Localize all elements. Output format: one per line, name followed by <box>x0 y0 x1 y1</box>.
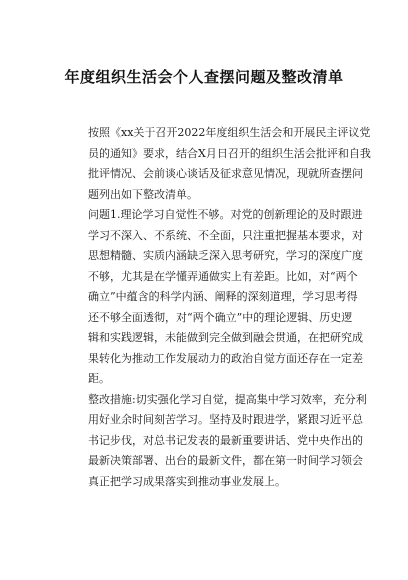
body-line: 员的通知》要求，结合X月日召开的组织生活会批评和自我 <box>88 146 371 160</box>
body-line: 思想精髓、实质内涵缺乏深入思考研究，学习的深度广度 <box>88 249 363 262</box>
body-line: 按照《xx关于召开2022年度组织生活会和开展民主评议党 <box>88 126 371 139</box>
body-line: 果转化为推动工作发展动力的政治自觉方面还存在一定差 <box>88 351 363 365</box>
body-line: 最新决策部署、出台的最新文件，都在第一时间学习领会 <box>88 454 363 467</box>
body-line: 用好业余时间刻苦学习。坚持及时跟进学，紧跟习近平总 <box>88 413 363 426</box>
body-line: 问题1.理论学习自觉性不够。对党的创新理论的及时跟进 <box>88 208 363 221</box>
body-line: 还不够全面透彻，对“两个确立”中的理论逻辑、历史逻 <box>88 310 353 324</box>
body-line: 书记步伐，对总书记发表的最新重要讲话、党中央作出的 <box>88 433 363 447</box>
document-title: 年度组织生活会个人查摆问题及整改清单 <box>64 68 344 86</box>
body-line: 整改措施:切实强化学习自觉，提高集中学习效率，充分利 <box>88 392 367 406</box>
body-line: 不够，尤其是在学懂弄通做实上有差距。比如，对“两个 <box>88 269 358 283</box>
body-line: 辑和实践逻辑，未能做到完全做到融会贯通，在把研究成 <box>88 331 363 344</box>
body-line: 批评情况、会前谈心谈话及征求意见情况，现就所查摆问 <box>88 167 363 180</box>
document-body <box>88 123 371 492</box>
body-line: 题列出如下整改清单。 <box>88 187 198 201</box>
body-line: 距。 <box>88 372 110 385</box>
body-line: 确立”中蕴含的科学内涵、阐释的深刻道理，学习思考得 <box>88 290 358 303</box>
body-line: 真正把学习成果落实到推动事业发展上。 <box>88 474 286 488</box>
body-line: 学习不深入、不系统、不全面，只注重把握基本要求，对 <box>88 228 363 242</box>
